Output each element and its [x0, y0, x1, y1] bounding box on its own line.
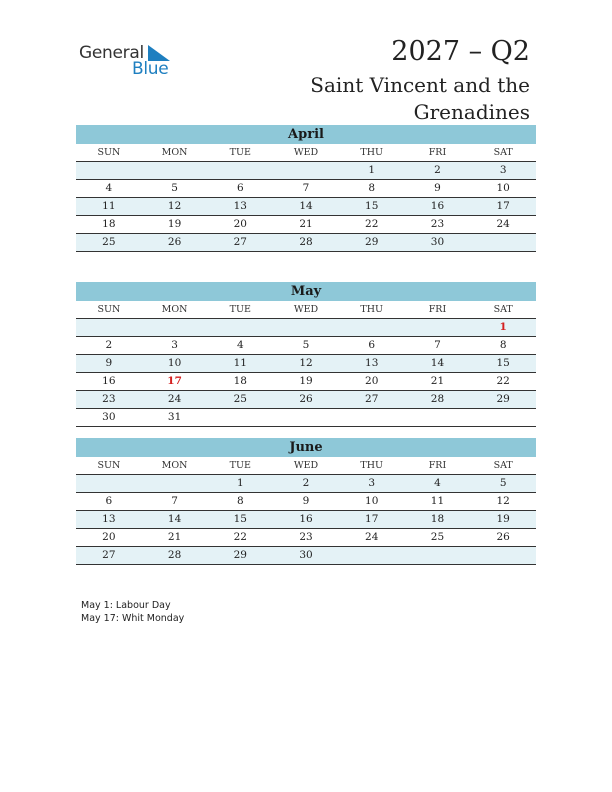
- holiday-notes: [81, 599, 184, 625]
- day-cell: 21: [299, 218, 313, 230]
- day-cell: 6: [236, 182, 244, 194]
- day-cell: 17: [365, 513, 379, 525]
- day-cell: 24: [496, 218, 510, 230]
- weekday-label: SUN: [97, 147, 121, 158]
- day-cell: 5: [171, 182, 178, 194]
- day-cell: 16: [430, 200, 445, 212]
- month-calendar-may: [76, 282, 536, 427]
- weekday-header-row: [76, 301, 536, 319]
- day-cell: 2: [434, 164, 441, 176]
- day-cell: 31: [167, 411, 182, 423]
- day-cell: 27: [365, 393, 379, 405]
- month-name: May: [76, 282, 536, 301]
- country-name: Saint Vincent and the Grenadines: [310, 73, 530, 124]
- week-row: [76, 180, 536, 198]
- day-cell: 20: [365, 375, 379, 387]
- day-cell: 6: [368, 339, 376, 351]
- day-cell: 1: [236, 477, 244, 489]
- day-cell: 3: [368, 477, 376, 489]
- weekday-label: WED: [293, 304, 319, 315]
- day-cell: 7: [171, 495, 178, 507]
- weekday-label: TUE: [229, 460, 251, 471]
- day-cell: 12: [299, 357, 313, 369]
- weekday-label: MON: [161, 460, 188, 471]
- day-cell: [76, 162, 142, 179]
- day-cell: 28: [430, 393, 445, 405]
- holiday-note: May 17: Whit Monday: [81, 613, 185, 624]
- weekday-label: WED: [293, 147, 319, 158]
- day-cell: [470, 547, 536, 564]
- weekday-label: TUE: [229, 147, 251, 158]
- week-row: [76, 493, 536, 511]
- weekday-label: SUN: [97, 304, 121, 315]
- day-cell: [339, 319, 405, 336]
- day-cell: 18: [233, 375, 247, 387]
- weekday-label: FRI: [428, 460, 447, 471]
- day-cell: [273, 409, 339, 426]
- day-cell: 15: [365, 200, 379, 212]
- day-cell: 20: [102, 531, 116, 543]
- logo-blue-text: Blue: [132, 59, 169, 79]
- day-cell: 10: [365, 495, 379, 507]
- weekday-label: SAT: [493, 147, 513, 158]
- day-cell: 19: [299, 375, 313, 387]
- day-cell: 3: [171, 339, 178, 351]
- day-cell: 23: [102, 393, 116, 405]
- day-cell: [339, 547, 405, 564]
- day-cell: [339, 409, 405, 426]
- day-cell: 25: [102, 236, 116, 248]
- day-cell: [273, 162, 339, 179]
- day-cell: 25: [233, 393, 247, 405]
- day-cell: 15: [233, 513, 247, 525]
- month-name: June: [76, 438, 536, 457]
- day-cell: 16: [102, 375, 116, 387]
- day-cell: 28: [167, 549, 182, 561]
- week-row: [76, 547, 536, 565]
- week-row: [76, 337, 536, 355]
- day-cell: 22: [496, 375, 510, 387]
- weekday-label: THU: [360, 460, 384, 471]
- logo-general-text: General: [79, 43, 144, 63]
- week-row: [76, 162, 536, 180]
- day-cell: 27: [102, 549, 116, 561]
- day-cell: [142, 475, 208, 492]
- day-cell: 8: [499, 339, 507, 351]
- day-cell: 5: [499, 477, 507, 489]
- holiday-day-cell: 17: [167, 375, 182, 387]
- day-cell: 19: [496, 513, 510, 525]
- day-cell: 17: [496, 200, 510, 212]
- day-cell: 23: [299, 531, 313, 543]
- day-cell: 21: [430, 375, 445, 387]
- day-cell: 7: [302, 182, 310, 194]
- day-cell: 1: [368, 164, 376, 176]
- weekday-label: FRI: [428, 147, 447, 158]
- day-cell: [142, 319, 208, 336]
- day-cell: 19: [167, 218, 182, 230]
- week-row: [76, 355, 536, 373]
- day-cell: [470, 234, 536, 251]
- day-cell: [76, 475, 142, 492]
- day-cell: 22: [233, 531, 247, 543]
- week-row: [76, 198, 536, 216]
- weekday-label: FRI: [428, 304, 447, 315]
- day-cell: [405, 409, 471, 426]
- day-cell: 30: [299, 549, 313, 561]
- weekday-label: MON: [161, 304, 188, 315]
- month-name: April: [76, 125, 536, 144]
- day-cell: [207, 319, 273, 336]
- day-cell: 30: [102, 411, 116, 423]
- day-cell: 13: [102, 513, 116, 525]
- weekday-label: SUN: [97, 460, 121, 471]
- week-row: [76, 409, 536, 427]
- day-cell: 9: [105, 357, 113, 369]
- day-cell: [470, 409, 536, 426]
- day-cell: [142, 162, 208, 179]
- day-cell: 13: [233, 200, 247, 212]
- day-cell: 26: [167, 236, 182, 248]
- weekday-label: SAT: [493, 304, 513, 315]
- weekday-label: THU: [360, 304, 384, 315]
- day-cell: 16: [299, 513, 313, 525]
- day-cell: 29: [365, 236, 379, 248]
- day-cell: 8: [368, 182, 376, 194]
- weekday-header-row: [76, 457, 536, 475]
- day-cell: 10: [496, 182, 510, 194]
- holiday-day-cell: 1: [499, 321, 507, 333]
- day-cell: 5: [302, 339, 310, 351]
- day-cell: 3: [499, 164, 507, 176]
- holiday-note: May 1: Labour Day: [81, 600, 171, 611]
- day-cell: 27: [233, 236, 247, 248]
- week-row: [76, 319, 536, 337]
- day-cell: 8: [236, 495, 244, 507]
- day-cell: [207, 162, 273, 179]
- day-cell: 11: [233, 357, 247, 369]
- day-cell: 6: [105, 495, 113, 507]
- day-cell: 12: [167, 200, 182, 212]
- day-cell: 2: [105, 339, 113, 351]
- weekday-label: TUE: [229, 304, 251, 315]
- day-cell: 14: [299, 200, 313, 212]
- day-cell: 26: [496, 531, 510, 543]
- day-cell: 11: [430, 495, 445, 507]
- month-calendar-june: [76, 438, 536, 565]
- week-row: [76, 234, 536, 252]
- weekday-header-row: [76, 144, 536, 162]
- day-cell: 2: [302, 477, 310, 489]
- day-cell: 21: [167, 531, 182, 543]
- day-cell: [207, 409, 273, 426]
- day-cell: 24: [167, 393, 182, 405]
- day-cell: [76, 319, 142, 336]
- weekday-label: THU: [360, 147, 384, 158]
- day-cell: 29: [496, 393, 510, 405]
- day-cell: 18: [430, 513, 445, 525]
- week-row: [76, 216, 536, 234]
- day-cell: 4: [105, 182, 113, 194]
- day-cell: 9: [434, 182, 441, 194]
- day-cell: [273, 319, 339, 336]
- day-cell: 28: [299, 236, 313, 248]
- day-cell: 4: [434, 477, 441, 489]
- day-cell: 10: [167, 357, 182, 369]
- day-cell: 13: [365, 357, 379, 369]
- week-row: [76, 391, 536, 409]
- day-cell: 12: [496, 495, 510, 507]
- day-cell: 7: [434, 339, 441, 351]
- weekday-label: WED: [293, 460, 319, 471]
- month-calendar-april: [76, 125, 536, 252]
- day-cell: 22: [365, 218, 379, 230]
- day-cell: 26: [299, 393, 313, 405]
- day-cell: 15: [496, 357, 510, 369]
- week-row: [76, 475, 536, 493]
- day-cell: 11: [102, 200, 116, 212]
- day-cell: [405, 547, 471, 564]
- day-cell: 24: [365, 531, 379, 543]
- week-row: [76, 373, 536, 391]
- day-cell: [405, 319, 471, 336]
- weekday-label: SAT: [493, 460, 513, 471]
- day-cell: 18: [102, 218, 116, 230]
- logo: [79, 40, 189, 80]
- week-row: [76, 529, 536, 547]
- weekday-label: MON: [161, 147, 188, 158]
- page-title: 2027 – Q2: [391, 36, 530, 67]
- day-cell: 9: [302, 495, 310, 507]
- day-cell: 14: [167, 513, 182, 525]
- week-row: [76, 511, 536, 529]
- day-cell: 29: [233, 549, 247, 561]
- day-cell: 20: [233, 218, 247, 230]
- day-cell: 30: [430, 236, 445, 248]
- day-cell: 25: [430, 531, 445, 543]
- day-cell: 23: [430, 218, 445, 230]
- day-cell: 14: [430, 357, 445, 369]
- day-cell: 4: [236, 339, 244, 351]
